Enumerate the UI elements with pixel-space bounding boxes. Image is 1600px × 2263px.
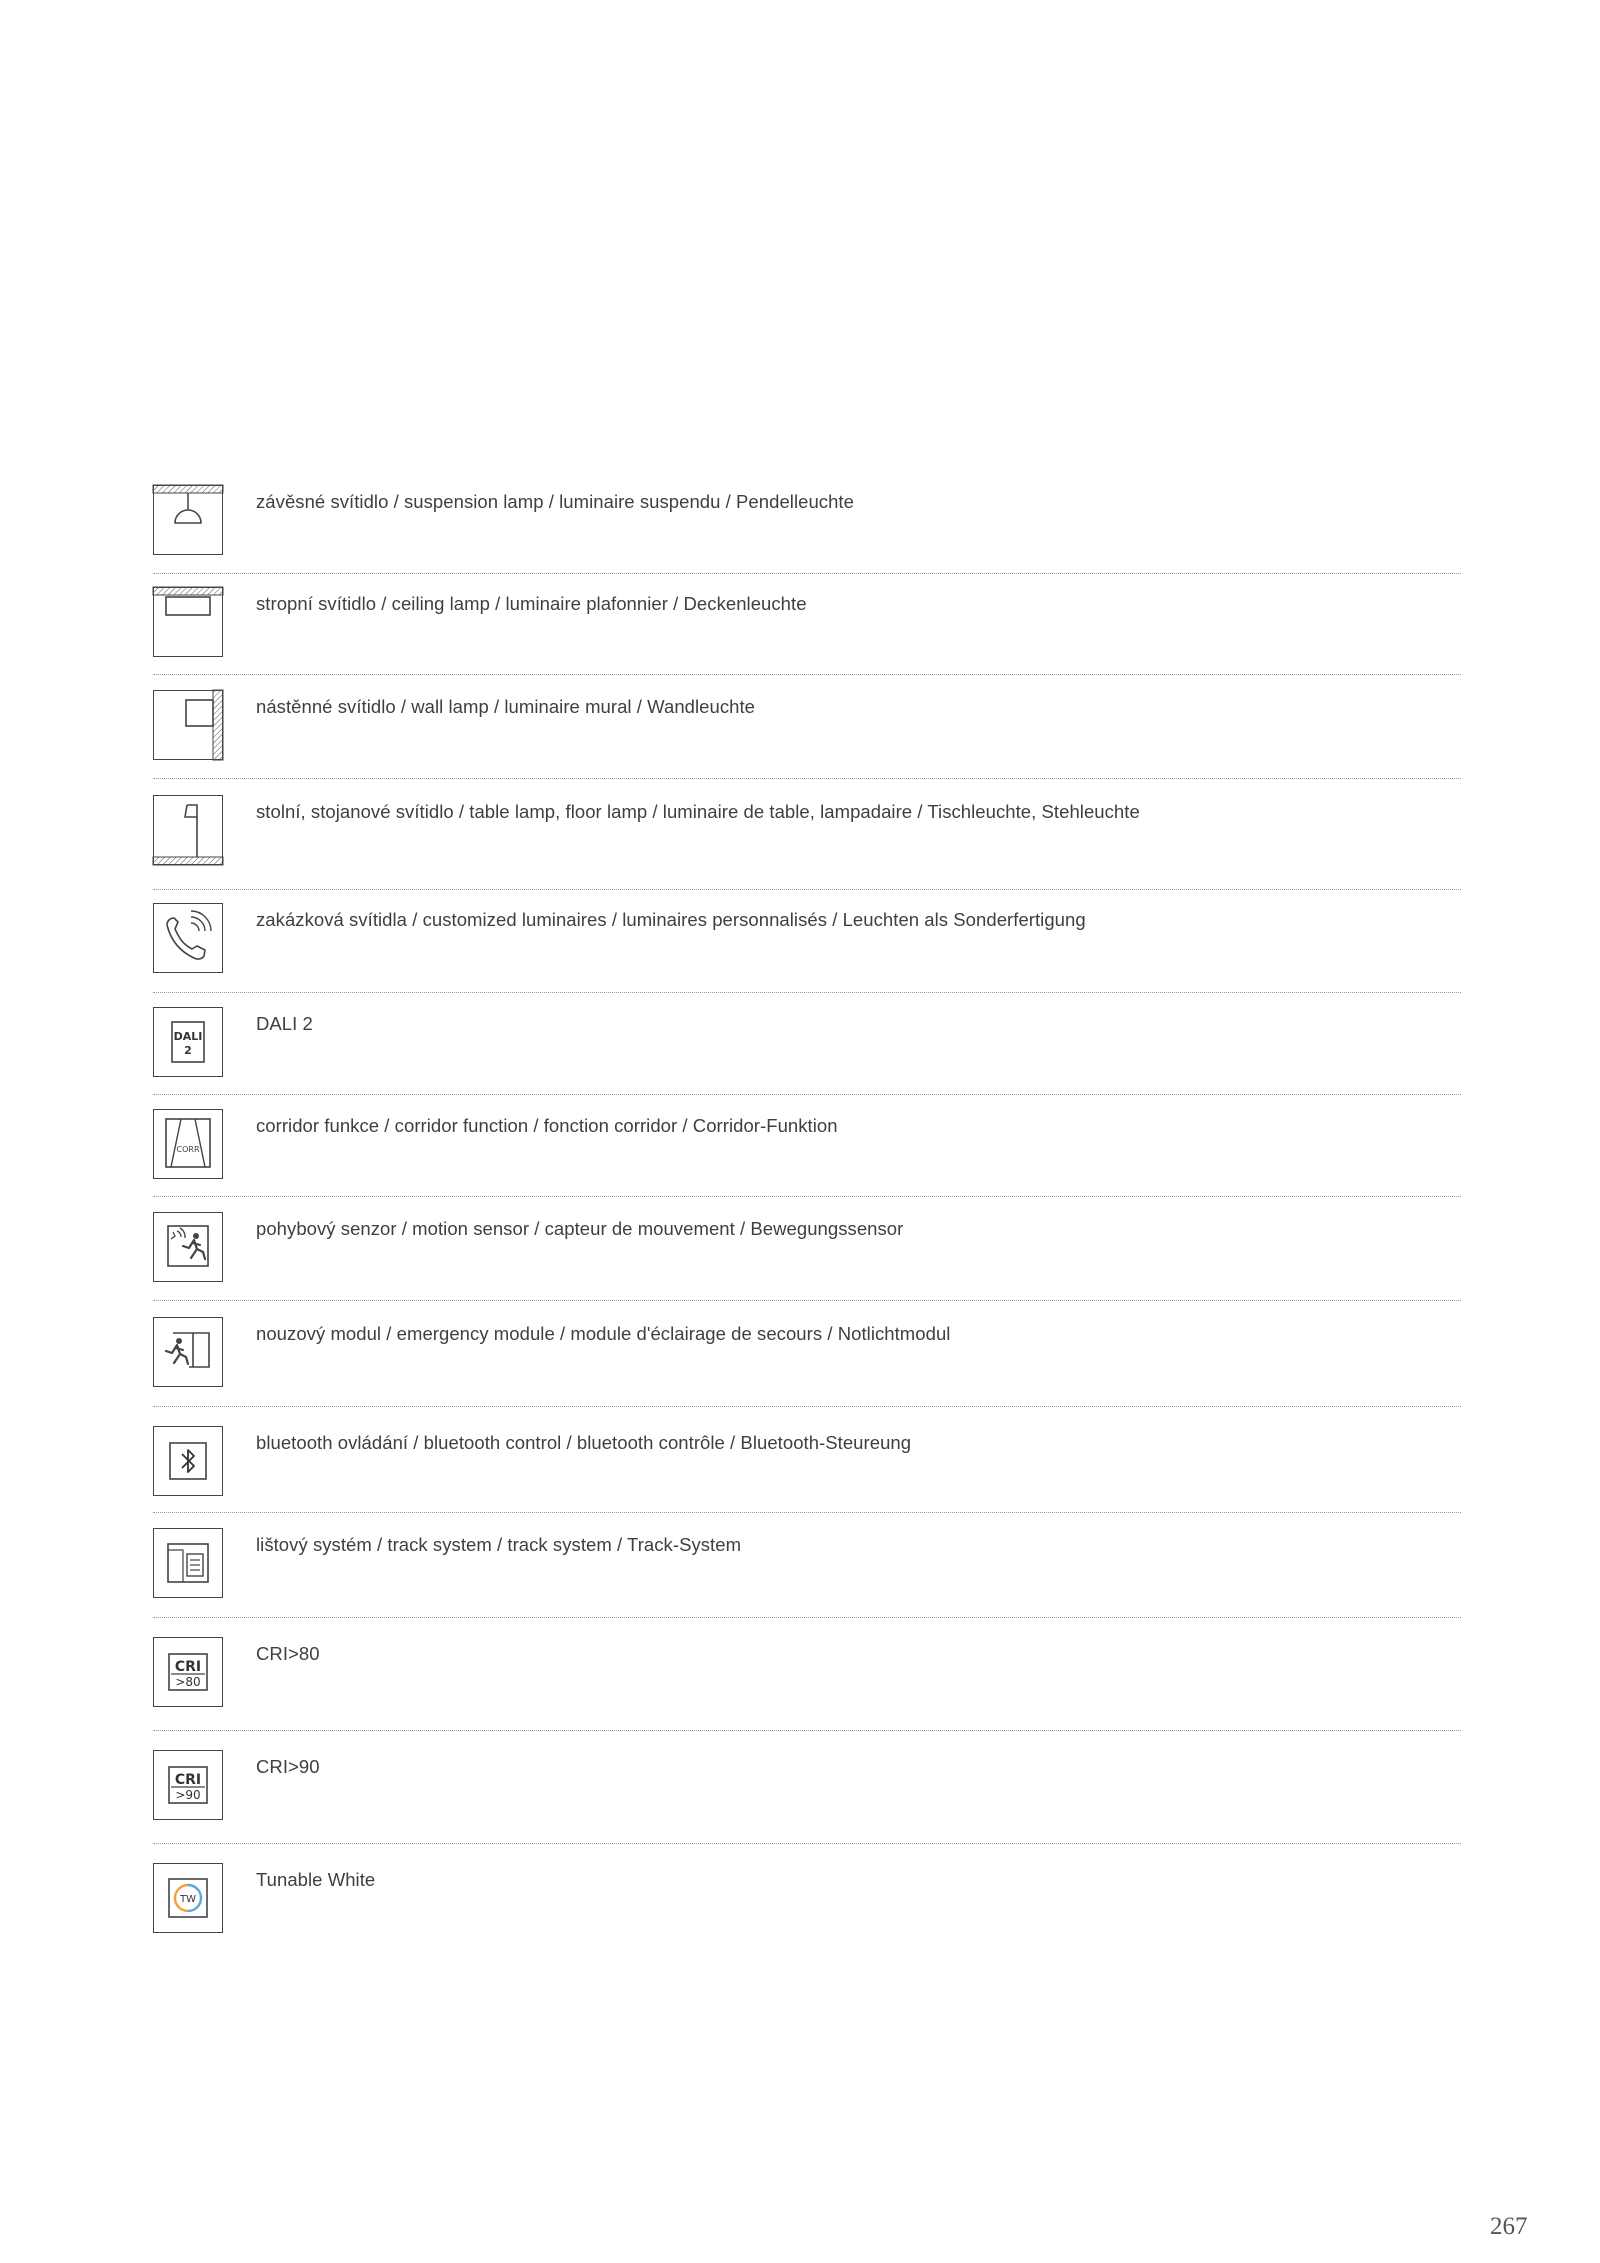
cri-90-icon <box>153 1750 223 1820</box>
divider <box>153 1300 1461 1301</box>
divider <box>153 1843 1461 1844</box>
legend-label: nástěnné svítidlo / wall lamp / luminaire mural / Wandleuchte <box>256 696 756 717</box>
legend-label: stolní, stojanové svítidlo / table lamp, floor lamp / luminaire de table, lampadaire / Tischleuchte, Stehleuchte <box>256 801 1140 822</box>
legend-row-track <box>153 1528 1461 1600</box>
cri-80-icon <box>153 1637 223 1707</box>
legend-row-bluetooth <box>153 1426 1461 1498</box>
cri90-icon-value: >90 <box>175 1788 201 1802</box>
phone-call-icon <box>153 903 223 973</box>
divider <box>153 1094 1461 1095</box>
legend-label: lištový systém / track system / track system / Track-System <box>256 1534 742 1555</box>
bluetooth-icon <box>153 1426 223 1496</box>
legend-row-motion <box>153 1212 1461 1284</box>
divider <box>153 778 1461 779</box>
cri90-icon-text: CRI <box>174 1772 202 1788</box>
divider <box>153 674 1461 675</box>
dali-icon-number: 2 <box>184 1044 192 1057</box>
cri80-icon-text: CRI <box>174 1659 202 1675</box>
legend-row-tunable-white <box>153 1863 1461 1935</box>
legend-label: DALI 2 <box>256 1013 313 1034</box>
divider <box>153 1617 1461 1618</box>
legend-label: nouzový modul / emergency module / module d'éclairage de secours / Notlichtmodul <box>256 1323 951 1344</box>
legend-row-suspension <box>153 485 1461 557</box>
legend-row-customized <box>153 903 1461 975</box>
divider <box>153 889 1461 890</box>
suspension-lamp-icon <box>153 485 223 555</box>
legend-row-ceiling <box>153 587 1461 659</box>
legend-label: CRI>80 <box>256 1643 320 1664</box>
legend-row-dali <box>153 1007 1461 1079</box>
divider <box>153 1512 1461 1513</box>
legend-label: CRI>90 <box>256 1756 320 1777</box>
legend-row-table-floor <box>153 795 1461 867</box>
divider <box>153 573 1461 574</box>
motion-sensor-icon <box>153 1212 223 1282</box>
cri80-icon-value: >80 <box>175 1675 201 1689</box>
legend-label: zakázková svítidla / customized luminaires / luminaires personnalisés / Leuchten als Sonderfertigung <box>256 909 1086 930</box>
corridor-icon-text: CORR <box>176 1145 200 1154</box>
divider <box>153 1406 1461 1407</box>
dali-icon-text: DALI <box>173 1030 203 1043</box>
tw-icon-text: TW <box>180 1894 196 1905</box>
legend-label: stropní svítidlo / ceiling lamp / luminaire plafonnier / Deckenleuchte <box>256 593 807 614</box>
dali-2-icon <box>153 1007 223 1077</box>
legend-label: pohybový senzor / motion sensor / capteur de mouvement / Bewegungssensor <box>256 1218 904 1239</box>
ceiling-lamp-icon <box>153 587 223 657</box>
legend-label: závěsné svítidlo / suspension lamp / luminaire suspendu / Pendelleuchte <box>256 491 854 512</box>
track-system-icon <box>153 1528 223 1598</box>
table-floor-lamp-icon <box>153 795 223 865</box>
divider <box>153 992 1461 993</box>
divider <box>153 1196 1461 1197</box>
legend-row-emergency <box>153 1317 1461 1389</box>
legend-row-wall <box>153 690 1461 762</box>
wall-lamp-icon <box>153 690 223 760</box>
legend-label: corridor funkce / corridor function / fonction corridor / Corridor-Funktion <box>256 1115 838 1136</box>
divider <box>153 1730 1461 1731</box>
page-number: 267 <box>1490 2213 1528 2240</box>
legend-label: Tunable White <box>256 1869 376 1890</box>
legend-row-corridor <box>153 1109 1461 1181</box>
emergency-exit-icon <box>153 1317 223 1387</box>
corridor-function-icon <box>153 1109 223 1179</box>
legend-label: bluetooth ovládání / bluetooth control / bluetooth contrôle / Bluetooth-Steureung <box>256 1432 912 1453</box>
legend-row-cri80 <box>153 1637 1461 1709</box>
legend-row-cri90 <box>153 1750 1461 1822</box>
tunable-white-icon <box>153 1863 223 1933</box>
